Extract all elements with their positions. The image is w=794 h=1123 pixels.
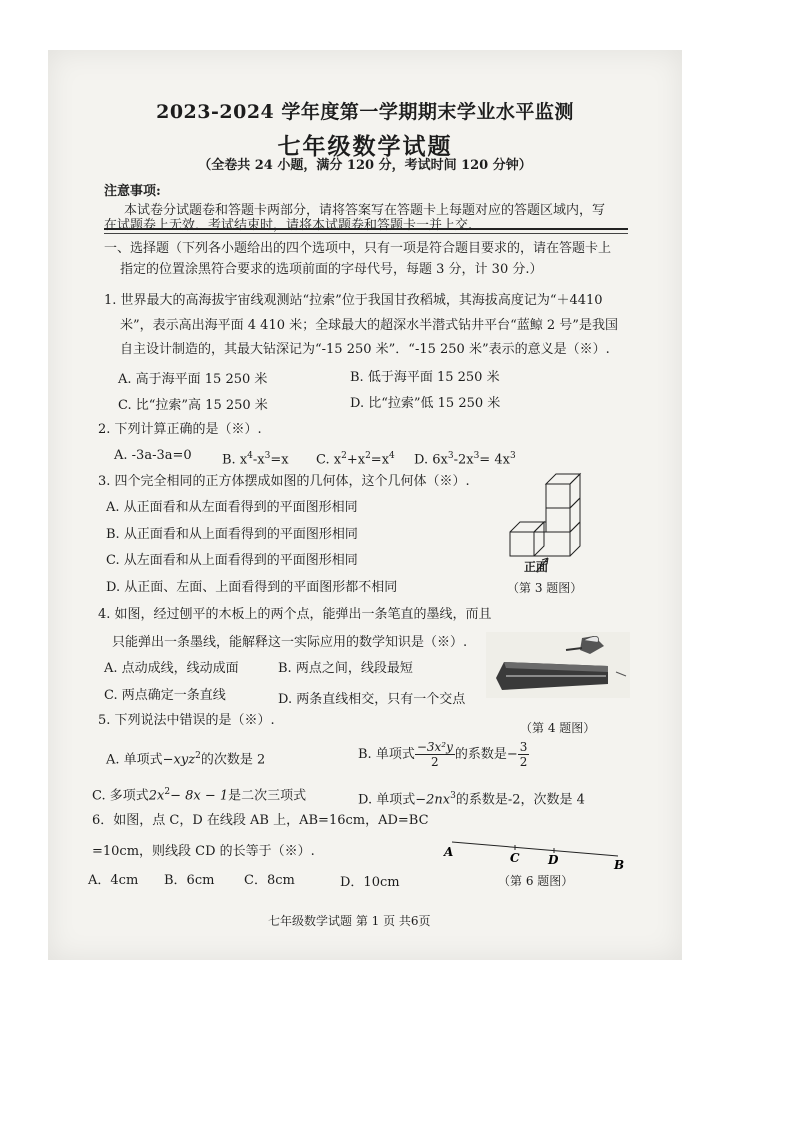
segment-ab (452, 842, 618, 856)
exam-page (48, 50, 682, 960)
q4-caption: （第 4 题图） (520, 721, 596, 735)
page-footer: 七年级数学试题 第 1 页 共6页 (268, 914, 431, 928)
q1-line2: 米”，表示高出海平面 4 410 米；全球最大的超深水半潜式钻井平台“蓝鲸 2 号”是我国 (120, 318, 618, 333)
q2-option-b: B. $x^4-x^3=x$ (222, 451, 289, 468)
q3-figure-label: 正面 (524, 560, 549, 574)
point-d-label: D (548, 853, 559, 867)
exam-title-line1: 2023-2024 学年度第一学期期末学业水平监测 (156, 101, 574, 123)
q3-option-a: A. 从正面看和从左面看得到的平面图形相同 (106, 500, 358, 515)
q3-option-d: D. 从正面、左面、上面看得到的平面图形都不相同 (106, 580, 398, 595)
q3-stem: 3. 四个完全相同的正方体摆成如图的几何体，这个几何体（※）. (98, 474, 470, 489)
q3-option-c: C. 从左面看和从上面看得到的平面图形相同 (106, 553, 358, 568)
q4-option-c: C. 两点确定一条直线 (104, 688, 226, 703)
q6-line1: 6．如图，点 C，D 在线段 AB 上，AB=16cm，AD=BC (92, 813, 429, 828)
q4-option-b: B. 两点之间，线段最短 (278, 661, 413, 676)
q3-caption: （第 3 题图） (507, 581, 583, 595)
q6-caption: （第 6 题图） (498, 874, 574, 888)
q3-cube-figure (498, 448, 608, 578)
q6-option-b: B．6cm (164, 873, 215, 888)
point-a-label: A (444, 845, 454, 859)
header-rule-thin (104, 233, 628, 234)
q4-option-a: A. 点动成线，线动成面 (104, 661, 239, 676)
q1-option-c: C. 比“拉索”高 15 250 米 (118, 398, 268, 413)
q1-line1: 1. 世界最大的高海拔宇宙线观测站“拉索”位于我国甘孜稻城，其海拔高度记为“＋4410 (104, 293, 603, 308)
q5-option-a: A. 单项式−xyz$^2$的次数是 2 (106, 751, 266, 768)
q2-option-a: A. -3a-3a=0 (114, 448, 192, 463)
q6-line2: =10cm，则线段 CD 的长等于（※）. (92, 844, 315, 859)
q3-option-b: B. 从正面看和从上面看得到的平面图形相同 (106, 527, 358, 542)
exam-title-line2: 七年级数学试题 (277, 133, 453, 160)
notice-heading: 注意事项: (104, 184, 161, 199)
section1-line1: 一、选择题（下列各小题给出的四个选项中，只有一项是符合题目要求的，请在答题卡上 (104, 241, 612, 256)
q1-option-d: D. 比“拉索”低 15 250 米 (350, 396, 501, 411)
q6-segment-figure (442, 834, 632, 870)
q1-option-b: B. 低于海平面 15 250 米 (350, 370, 500, 385)
q2-option-d: D. $6x^3-2x^3= 4x^3$ (414, 451, 516, 468)
header-rule-thick (104, 228, 628, 230)
q4-option-d: D. 两条直线相交，只有一个交点 (278, 692, 466, 707)
q4-line1: 4. 如图，经过刨平的木板上的两个点，能弹出一条笔直的墨线，而且 (98, 607, 492, 622)
q5-option-d: D. 单项式$-2nx^3$的系数是-2，次数是 4 (358, 791, 585, 808)
point-b-label: B (614, 858, 625, 870)
q6-option-d: D．10cm (340, 875, 400, 890)
q2-stem: 2. 下列计算正确的是（※）. (98, 422, 262, 437)
section1-line2: 指定的位置涂黑符合要求的选项前面的字母代号，每题 3 分，计 30 分.） (120, 262, 543, 277)
q6-option-c: C．8cm (244, 873, 295, 888)
q4-board-photo (486, 632, 630, 698)
q2-option-c: C. $x^2+x^2=x^4$ (316, 451, 395, 468)
notice-line2: 在试题卷上无效．考试结束时，请将本试题卷和答题卡一并上交. (104, 218, 473, 233)
q4-line2: 只能弹出一条墨线，能解释这一实际应用的数学知识是（※）. (112, 635, 468, 650)
q1-option-a: A. 高于海平面 15 250 米 (118, 372, 268, 387)
exam-subtitle: （全卷共 24 小题，满分 120 分，考试时间 120 分钟） (198, 158, 532, 173)
point-c-label: C (510, 851, 520, 865)
q1-line3: 自主设计制造的，其最大钻深记为“-15 250 米”．“-15 250 米”表示的意义是（※）. (120, 342, 610, 357)
q5-option-c: C. 多项式$2x^2- 8x - 1$是二次三项式 (92, 787, 307, 804)
q5-stem: 5. 下列说法中错误的是（※）. (98, 713, 275, 728)
q5-option-b: B. 单项式 $\frac{\text{−3x²y}}{2}$ 的系数是− $\frac{3}{2}$ (358, 740, 528, 769)
q6-option-a: A．4cm (88, 873, 139, 888)
notice-line1: 本试卷分试题卷和答题卡两部分，请将答案写在答题卡上每题对应的答题区域内，写 (124, 203, 606, 218)
